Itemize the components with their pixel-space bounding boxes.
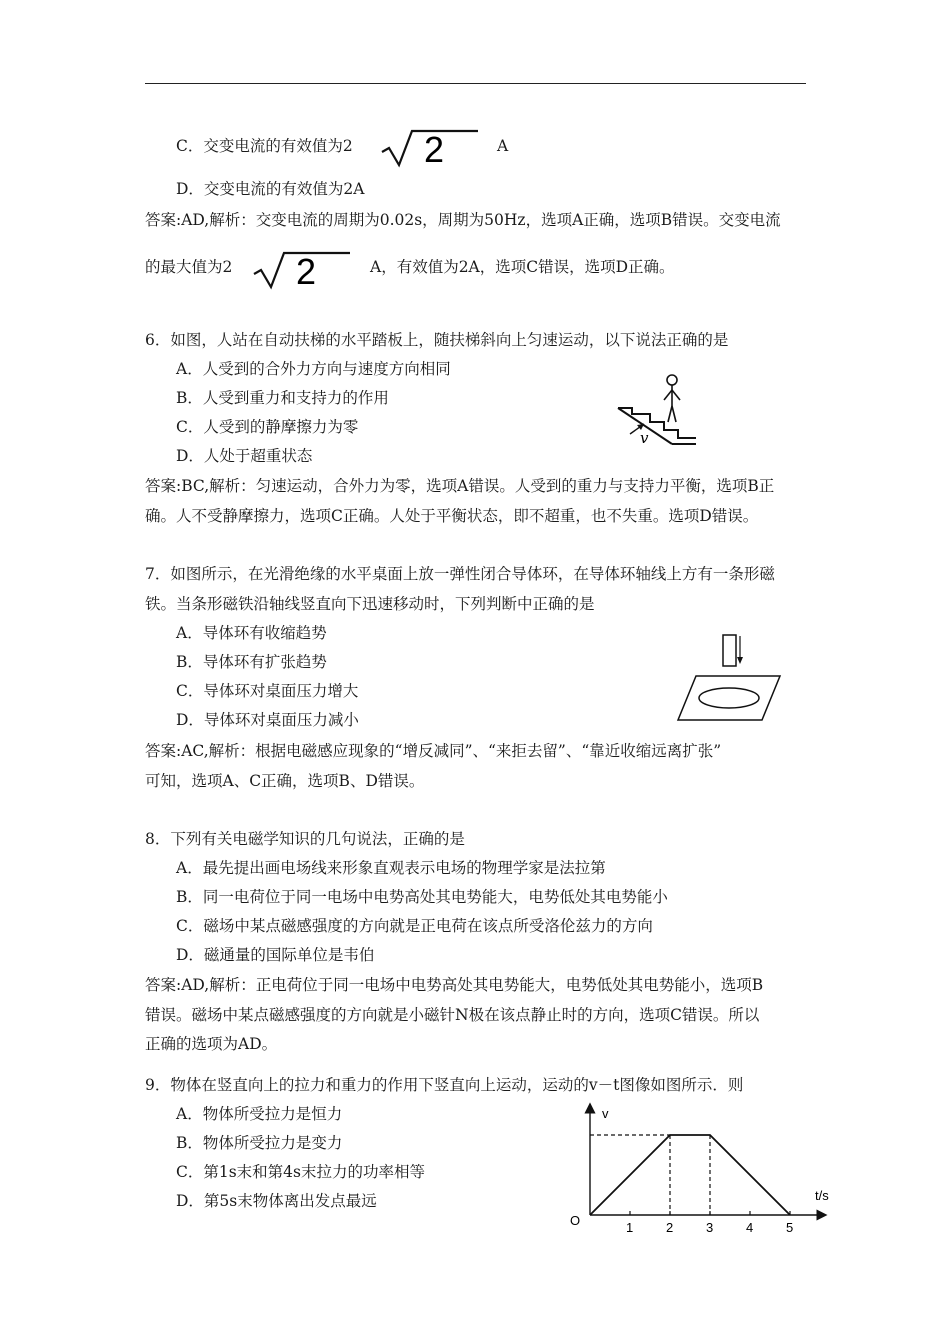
q7-option-c: C．导体环对桌面压力增大 [176,682,359,700]
q8-option-a: A．最先提出画电场线来形象直观表示电场的物理学家是法拉第 [176,859,606,877]
q9-option-c: C．第1s末和第4s末拉力的功率相等 [176,1163,425,1181]
x-tick-label-2: 2 [666,1220,674,1235]
q5-option-c-text: C．交变电流的有效值为2 [176,137,353,155]
sqrt-two-symbol-2 [252,250,352,290]
x-axis-label: t/s [815,1188,829,1203]
q7-stem-line2: 铁。当条形磁铁沿轴线竖直向下迅速移动时，下列判断中正确的是 [145,595,595,613]
q6-stem: 6．如图，人站在自动扶梯的水平踏板上，随扶梯斜向上匀速运动，以下说法正确的是 [145,331,729,349]
q8-stem: 8．下列有关电磁学知识的几句说法，正确的是 [145,830,465,848]
q8-option-b: B．同一电荷位于同一电场中电势高处其电势能大，电势低处其电势能小 [176,888,668,906]
q5-answer-line2-pre: 的最大值为2 [145,258,233,276]
y-axis-label: v [602,1106,609,1121]
q8-answer-line1: 答案:AD,解析：正电荷位于同一电场中电势高处其电势能大，电势低处其电势能小，选项B [145,976,764,994]
q9-option-d: D．第5s末物体离出发点最远 [176,1192,377,1210]
q7-option-d: D．导体环对桌面压力减小 [176,711,359,729]
sqrt-digit: 2 [424,129,445,168]
q6-option-a: A．人受到的合外力方向与速度方向相同 [176,360,451,378]
q5-option-d: D．交变电流的有效值为2A [176,180,365,198]
q7-option-b: B．导体环有扩张趋势 [176,653,327,671]
q7-stem-line1: 7．如图所示，在光滑绝缘的水平桌面上放一弹性闭合导体环，在导体环轴线上方有一条形磁 [145,565,775,583]
q6-option-d: D．人处于超重状态 [176,447,313,465]
escalator-figure [614,370,704,450]
q5-option-c-unit: A [497,137,509,155]
x-tick-label-3: 3 [706,1220,714,1235]
q7-option-a: A．导体环有收缩趋势 [176,624,327,642]
q5-answer-line2-post: A，有效值为2A，选项C错误，选项D正确。 [370,258,675,276]
q6-answer-line2: 确。人不受静摩擦力，选项C正确。人处于平衡状态，即不超重，也不失重。选项D错误。 [145,507,759,525]
magnet-ring-figure [674,632,784,724]
header-rule [145,83,806,84]
sqrt-two-symbol [380,128,480,168]
x-tick-label-4: 4 [746,1220,754,1235]
q5-answer-line1: 答案:AD,解析：交变电流的周期为0.02s，周期为50Hz，选项A正确，选项B错误。交变电流 [145,211,781,229]
q6-fig-velocity-label: v [640,429,649,447]
q7-answer-line2: 可知，选项A、C正确，选项B、D错误。 [145,772,425,790]
v-t-series-line [590,1135,790,1215]
q9-stem: 9．物体在竖直向上的拉力和重力的作用下竖直向上运动，运动的v－t图像如图所示．则 [145,1076,744,1094]
q6-option-b: B．人受到重力和支持力的作用 [176,389,389,407]
q6-answer-line1: 答案:BC,解析：匀速运动，合外力为零，选项A错误。人受到的重力与支持力平衡，选项B正 [145,477,775,495]
x-tick-label-5: 5 [786,1220,794,1235]
q8-answer-line2: 错误。磁场中某点磁感强度的方向就是小磁针N极在该点静止时的方向，选项C错误。所以 [145,1006,760,1024]
q8-option-d: D．磁通量的国际单位是韦伯 [176,946,375,964]
q5-option-c [176,139,353,155]
bar-magnet [723,635,736,666]
x-tick-label-1: 1 [626,1220,634,1235]
q6-option-c: C．人受到的静摩擦力为零 [176,418,359,436]
q8-option-c: C．磁场中某点磁感强度的方向就是正电荷在该点所受洛伦兹力的方向 [176,917,653,935]
v-t-chart [560,1100,850,1240]
sqrt-digit-2: 2 [296,251,317,290]
tabletop [678,676,780,720]
q8-answer-line3: 正确的选项为AD。 [145,1035,278,1053]
q9-option-a: A．物体所受拉力是恒力 [176,1105,343,1123]
q7-answer-line1: 答案:AC,解析：根据电磁感应现象的“增反减同”、“来拒去留”、“靠近收缩远离扩张” [145,742,722,760]
origin-label: O [570,1213,581,1228]
conductor-ring [699,688,759,708]
q9-option-b: B．物体所受拉力是变力 [176,1134,343,1152]
